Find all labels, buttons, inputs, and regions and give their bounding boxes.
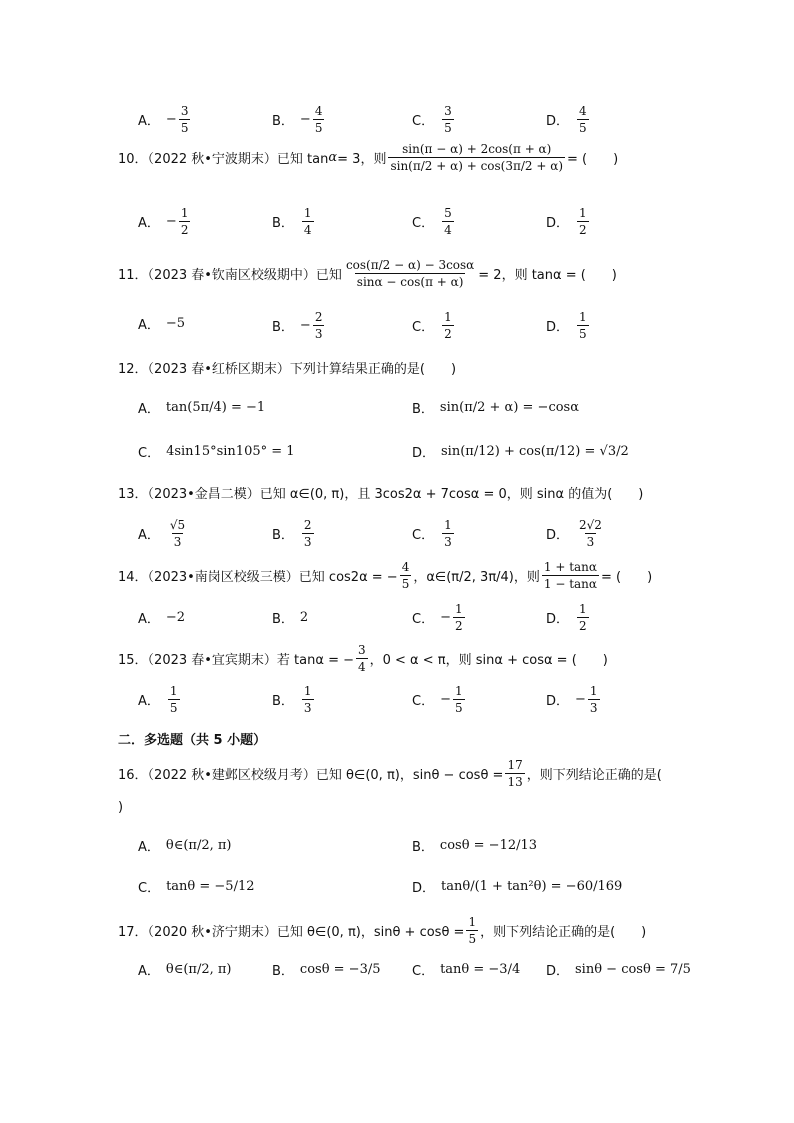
q16-option-b: B． cosθ = −12/13 (412, 838, 538, 855)
q14-option-d: D． $\frac{1}{2}$ (546, 602, 587, 633)
q14-option-b: B． 2 (272, 610, 309, 627)
q10-option-c: C． $\frac{5}{4}$ (412, 206, 452, 237)
q10-numerator: sin(π − α) + 2cos(π + α) (402, 142, 552, 156)
q12-option-c: C． 4sin15°sin105° = 1 (138, 444, 295, 461)
q11-denominator: sinα − cos(π + α) (356, 275, 464, 289)
q11-option-a: A． −5 (138, 316, 186, 333)
q14-option-a: A． −2 (138, 610, 186, 627)
section-heading-multiple-choice: 二．多选题（共 5 小题） (118, 733, 267, 748)
q9-b-num: 4 (314, 104, 323, 118)
question-10-stem: 10．（2022 秋•宁波期末）已知 tan α = 3，则 $\frac{\sin(\pi - \alpha) + 2\cos(\pi + \alpha)}{\sin(\pi/2 + \alpha) + \cos(3\pi/2 + \alpha)}$ = ( ) (118, 142, 619, 173)
q15-option-c: C． − $\frac{1}{5}$ (412, 684, 463, 715)
q15-option-b: B． $\frac{1}{3}$ (272, 684, 312, 715)
q9-d-num: 4 (579, 104, 587, 118)
q9-option-c: C． $\frac{3}{5}$ (412, 104, 452, 135)
q17-option-d: D． sinθ − cosθ = 7/5 (546, 962, 691, 979)
q11-option-b: B． − $\frac{2}{3}$ (272, 310, 323, 341)
q9-a-den: 5 (180, 121, 189, 135)
q9-option-d: D． $\frac{4}{5}$ (546, 104, 587, 135)
q16-option-a: A． θ∈(π/2, π) (138, 838, 232, 855)
q9-c-num: 3 (444, 104, 452, 118)
q16-option-c: C． tanθ = −5/12 (138, 879, 255, 896)
q11-option-c: C． $\frac{1}{2}$ (412, 310, 452, 341)
q9-option-a: A． − $\frac{3}{5}$ (138, 104, 189, 135)
q13-option-a: A． $\frac{√5}{3}$ (138, 518, 186, 549)
q9-option-b: B． − $\frac{4}{5}$ (272, 104, 323, 135)
question-12-stem: 12．（2023 春•红桥区期末）下列计算结果正确的是( ) (118, 362, 457, 377)
q10-option-a: A． − $\frac{1}{2}$ (138, 206, 189, 237)
q16-option-d: D． tanθ/(1 + tan²θ) = −60/169 (412, 879, 623, 896)
q13-option-c: C． $\frac{1}{3}$ (412, 518, 452, 549)
q14-option-c: C． − $\frac{1}{2}$ (412, 602, 463, 633)
q9-a-num: 3 (180, 104, 189, 118)
question-11-stem: 11．（2023 春•钦南区校级期中）已知 $\frac{\cos(\pi/2 - \alpha) - 3\cos\alpha}{\sin\alpha - \cos(\pi + \alpha)}$ = 2，则 tanα = ( ) (118, 258, 617, 289)
q9-b-den: 5 (314, 121, 323, 135)
q9-d-den: 5 (579, 121, 587, 135)
question-14-stem: 14．（2023•南岗区校级三模）已知 cos2α = − $\frac{4}{5}$ ，α∈(π/2, 3π/4)，则 $\frac{1 + \tan\alpha}{1 - \tan\alpha}$ = ( ) (118, 560, 653, 591)
q13-option-d: D． $\frac{2√2}{3}$ (546, 518, 602, 549)
q13-option-b: B． $\frac{2}{3}$ (272, 518, 312, 549)
question-16-stem-continued: ) (118, 800, 124, 815)
question-17-stem: 17．（2020 秋•济宁期末）已知 θ∈(0, π)，sinθ + cosθ = $\frac{1}{5}$ ，则下列结论正确的是( ) (118, 915, 647, 946)
question-16-stem: 16．（2022 秋•建邺区校级月考）已知 θ∈(0, π)，sinθ − cosθ = $\frac{17}{13}$ ，则下列结论正确的是( (118, 758, 662, 789)
q17-option-c: C． tanθ = −3/4 (412, 962, 521, 979)
q15-option-d: D． − $\frac{1}{3}$ (546, 684, 598, 715)
q17-option-a: A． θ∈(π/2, π) (138, 962, 232, 979)
q9-c-den: 5 (444, 121, 452, 135)
q10-option-b: B． $\frac{1}{4}$ (272, 206, 312, 237)
q10-denominator: sin(π/2 + α) + cos(3π/2 + α) (390, 159, 564, 173)
q11-option-d: D． $\frac{1}{5}$ (546, 310, 587, 341)
q12-option-a: A． tan(5π/4) = −1 (138, 400, 266, 417)
q11-numerator: cos(π/2 − α) − 3cosα (345, 258, 475, 272)
q15-option-a: A． $\frac{1}{5}$ (138, 684, 178, 715)
question-15-stem: 15．（2023 春•宜宾期末）若 tanα = − $\frac{3}{4}$ ，0 < α < π，则 sinα + cosα = ( ) (118, 643, 608, 674)
q12-option-d: D． sin(π/12) + cos(π/12) = √3/2 (412, 444, 629, 461)
q10-option-d: D． $\frac{1}{2}$ (546, 206, 587, 237)
q17-option-b: B． cosθ = −3/5 (272, 962, 381, 979)
q12-option-b: B． sin(π/2 + α) = −cosα (412, 400, 580, 417)
question-13-stem: 13．（2023•金昌二模）已知 α∈(0, π)，且 3cos2α + 7cosα = 0，则 sinα 的值为( ) (118, 487, 644, 502)
